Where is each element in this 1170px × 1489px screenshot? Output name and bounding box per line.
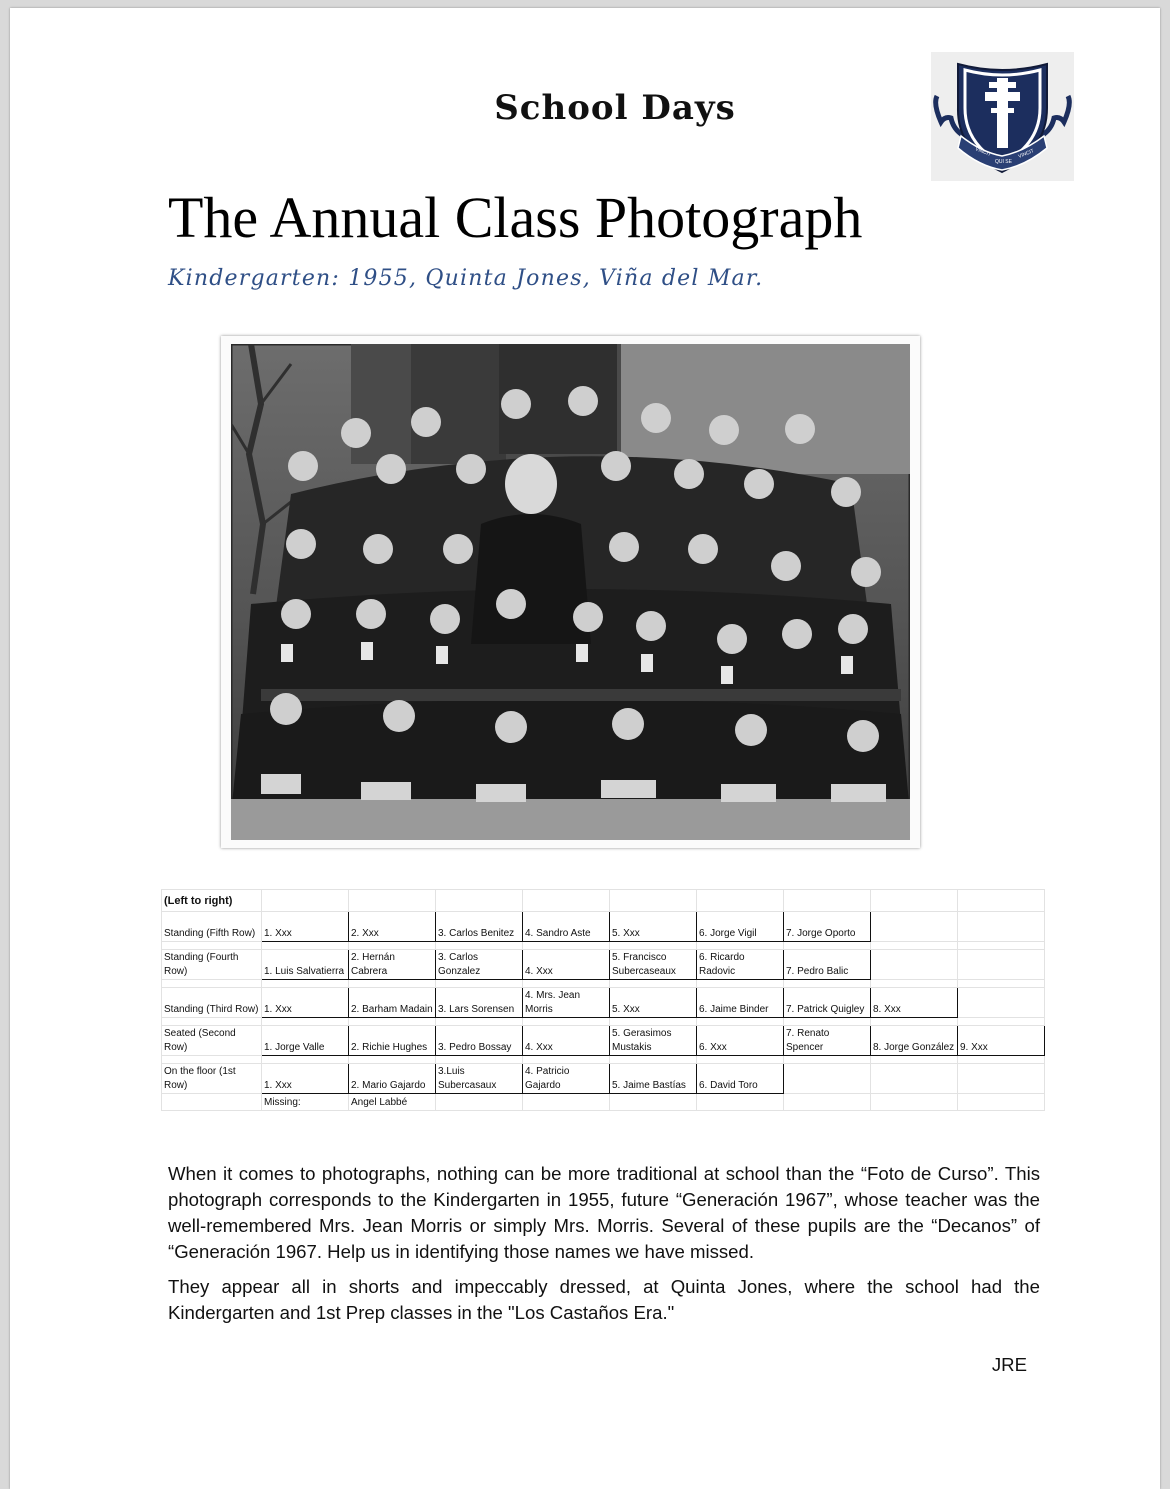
masthead-title: School Days: [494, 88, 736, 128]
svg-text:VINCIT: VINCIT: [1017, 148, 1035, 160]
row-label: On the floor (1st Row): [162, 1064, 262, 1094]
class-photograph-image: [221, 336, 920, 848]
school-crest-icon: [931, 52, 1074, 181]
roster-header: (Left to right): [162, 890, 262, 912]
svg-text:VINCIT: VINCIT: [974, 146, 992, 158]
document-page: [10, 8, 1160, 1489]
table-row: Standing (Fifth Row) 1. Xxx 2. Xxx 3. Carlos Benitez 4. Sandro Aste 5. Xxx 6. Jorge Vigil 7. Jorge Oporto: [162, 912, 1045, 942]
body-paragraph: They appear all in shorts and impeccably dressed, at Quinta Jones, where the school had the Kindergarten and 1st Prep classes in the "Los Castaños Era.": [168, 1276, 1040, 1323]
table-row: On the floor (1st Row) 1. Xxx 2. Mario Gajardo 3.Luis Subercasaux 4. Patricio Gajardo 5. Jaime Bastías 6. David Toro: [162, 1064, 1045, 1094]
table-row: [162, 1094, 1045, 1111]
row-label: Standing (Fifth Row): [162, 912, 262, 942]
svg-text:QUI SE: QUI SE: [995, 159, 1012, 165]
missing-name: Angel Labbé: [349, 1094, 436, 1111]
row-label: Standing (Fourth Row): [162, 950, 262, 980]
article-body: [168, 1161, 1040, 1335]
missing-label: Missing:: [262, 1094, 349, 1111]
article-title: The Annual Class Photograph: [168, 185, 863, 250]
table-row: Standing (Fourth Row) 1. Luis Salvatierra 2. Hernán Cabrera 3. Carlos Gonzalez 4. Xxx 5. Francisco Subercaseaux 6. Ricardo Radovic 7. Pedro Balic: [162, 950, 1045, 980]
table-row: Seated (Second Row) 1. Jorge Valle 2. Richie Hughes 3. Pedro Bossay 4. Xxx 5. Gerasimos Mustakis 6. Xxx 7. Renato Spencer 8. Jorge González 9. Xxx: [162, 1026, 1045, 1056]
author-signature: JRE: [991, 1354, 1027, 1375]
row-label: Standing (Third Row): [162, 988, 262, 1018]
article-subtitle: Kindergarten: 1955, Quinta Jones, Viña del Mar.: [168, 266, 764, 291]
roster-table: [161, 889, 1045, 1111]
table-row: Standing (Third Row) 1. Xxx 2. Barham Madain 3. Lars Sorensen 4. Mrs. Jean Morris 5. Xxx 6. Jaime Binder 7. Patrick Quigley 8. Xxx: [162, 988, 1045, 1018]
row-label: Seated (Second Row): [162, 1026, 262, 1056]
body-paragraph: When it comes to photographs, nothing can be more traditional at school than the “Foto de Curso”. This photograph corresponds to the Kindergarten in 1955, future “Generación 1967”, whose teacher was the well-remembered Mrs. Jean Morris or simply Mrs. Morris. Several of these pupils are the “Decanos” of “Generación 1967. Help us in identifying those names we have missed.: [168, 1163, 1040, 1262]
